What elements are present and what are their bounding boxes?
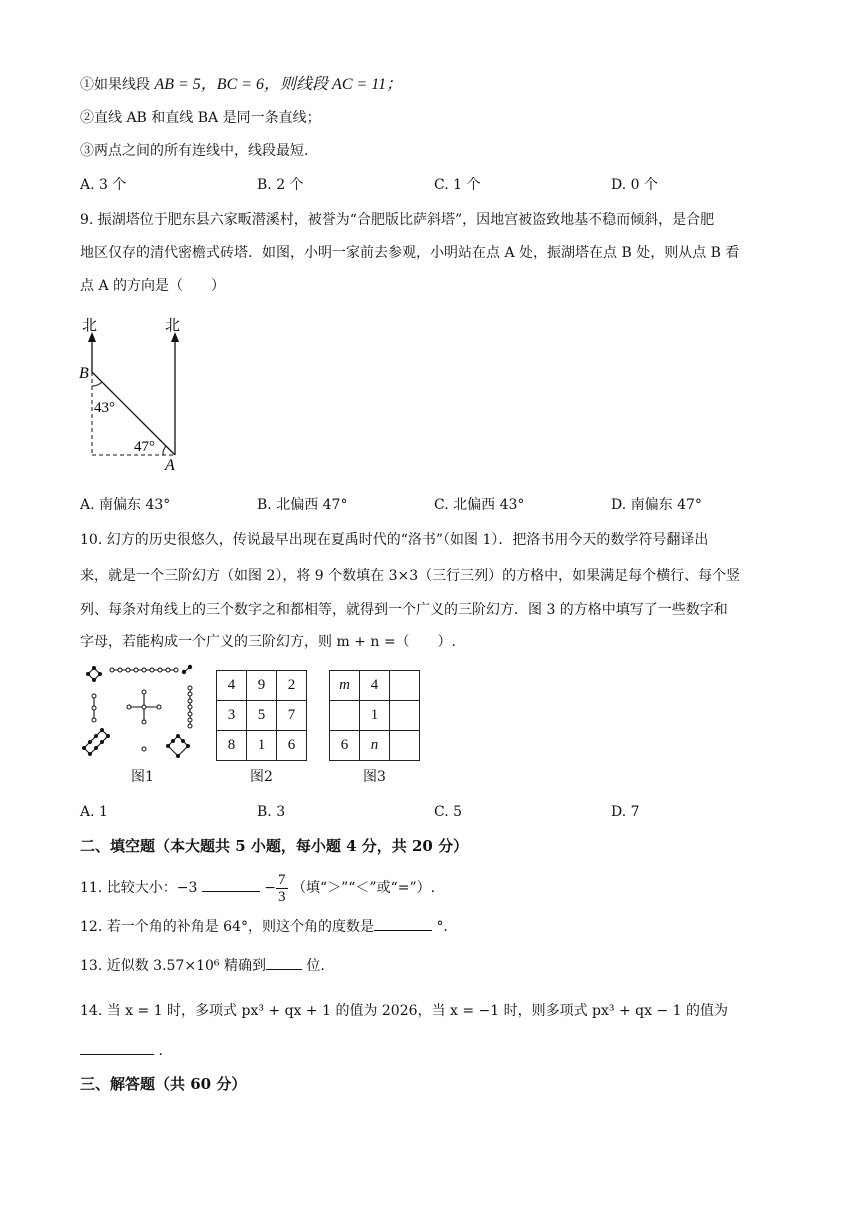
q14-text-b: .	[158, 1043, 163, 1059]
grid3-cell: n	[360, 731, 390, 761]
magic-square-2	[216, 670, 307, 761]
angle-arc-47	[163, 446, 166, 455]
q10-line-4: 字母，若能构成一个广义的三阶幻方，则 m + n =（ ）.	[80, 634, 457, 650]
statement-1-label: ①如果线段	[80, 77, 150, 93]
q9-line-3: 点 A 的方向是（ ）	[80, 278, 226, 294]
caption-fig-1: 图1	[131, 769, 154, 785]
q9-option-d: D. 南偏东 47°	[611, 497, 702, 513]
q13-blank	[266, 955, 302, 970]
q13-text-a: 13. 近似数 3.57×10⁶ 精确到	[80, 958, 266, 974]
q10-option-c: C. 5	[434, 804, 463, 820]
q10-option-b: B. 3	[257, 804, 286, 820]
point-a-label: A	[165, 457, 175, 474]
magic-square-3	[329, 670, 420, 761]
caption-fig-2: 图2	[250, 769, 273, 785]
q9-option-a: A. 南偏东 43°	[80, 497, 171, 513]
q10-line-1: 10. 幻方的历史很悠久，传说最早出现在夏禹时代的“洛书”（如图 1）．把洛书用今天的数学符号翻译出	[80, 532, 709, 548]
angle-47-label: 47°	[134, 439, 155, 455]
grid2-cell: 4	[217, 671, 247, 701]
q10-line-3: 列、每条对角线上的三个数字之和都相等，就得到一个广义的三阶幻方．图 3 的方格中填写了一些数字和	[80, 602, 728, 618]
angle-arc-43	[92, 382, 102, 386]
q10-line-2: 来，就是一个三阶幻方（如图 2），将 9 个数填在 3×3（三行三列）的方格中，如果满足每个横行、每个竖	[80, 568, 741, 584]
statement-2: ②直线 AB 和直线 BA 是同一条直线；	[80, 110, 321, 126]
grid3-cell: 1	[360, 701, 390, 731]
section-3-title: 三、解答题（共 60 分）	[80, 1075, 247, 1093]
q14-line-1: 14. 当 x = 1 时，多项式 px³ + qx + 1 的值为 2026，当 x = −1 时，则多项式 px³ + qx − 1 的值为	[80, 1003, 728, 1019]
q9-line-2: 地区仅存的清代密檐式砖塔．如图，小明一家前去参观，小明站在点 A 处，振湖塔在点 B 处，则从点 B 看	[80, 245, 740, 261]
grid2-cell: 1	[247, 731, 277, 761]
statement-1	[80, 75, 402, 95]
north-label-1: 北	[82, 318, 98, 334]
q11-frac-minus: −	[264, 880, 276, 896]
caption-fig-3: 图3	[363, 769, 386, 785]
q9-option-b: B. 北偏西 47°	[257, 497, 348, 513]
grid3-cell	[390, 671, 420, 701]
grid2-cell: 7	[277, 701, 307, 731]
grid3-cell	[390, 731, 420, 761]
q8-option-b: B. 2 个	[257, 177, 304, 193]
q11	[80, 868, 435, 908]
grid3-cell: m	[330, 671, 360, 701]
q11-text-a: 11. 比较大小：−3	[80, 880, 198, 896]
q9-line-1: 9. 振湖塔位于肥东县六家畈潜溪村，被誉为“合肥版比萨斜塔”，因地宫被盗致地基不稳而倾斜，是合肥	[80, 212, 715, 228]
q10-option-d: D. 7	[611, 804, 640, 820]
q12-text-b: °．	[436, 919, 458, 935]
q14-line-2	[80, 1040, 163, 1061]
q8-option-c: C. 1 个	[434, 177, 481, 193]
q11-blank	[202, 877, 260, 892]
q12	[80, 916, 457, 937]
q10-option-a: A. 1	[80, 804, 108, 820]
q12-blank	[374, 916, 432, 931]
grid3-cell: 4	[360, 671, 390, 701]
grid3-cell: 6	[330, 731, 360, 761]
q8-option-d: D. 0 个	[611, 177, 658, 193]
grid2-cell: 5	[247, 701, 277, 731]
direction-figure	[72, 312, 202, 477]
angle-43-label: 43°	[94, 400, 115, 416]
grid2-cell: 9	[247, 671, 277, 701]
q13-text-b: 位.	[306, 958, 325, 974]
point-b-label: B	[79, 365, 89, 382]
q11-numerator: 7	[278, 871, 286, 888]
grid3-cell	[390, 701, 420, 731]
grid3-cell	[330, 701, 360, 731]
q13	[80, 955, 325, 976]
section-2-title: 二、填空题（本大题共 5 小题，每小题 4 分，共 20 分）	[80, 837, 469, 855]
q11-text-b: （填“＞”“＜”或“=”）.	[291, 880, 436, 896]
luoshu-figure	[78, 664, 198, 764]
q9-option-c: C. 北偏西 43°	[434, 497, 525, 513]
q11-denominator: 3	[278, 888, 286, 905]
q14-blank	[80, 1040, 154, 1055]
grid2-cell: 2	[277, 671, 307, 701]
q8-option-a: A. 3 个	[80, 177, 127, 193]
grid2-cell: 8	[217, 731, 247, 761]
north-label-2: 北	[165, 318, 181, 334]
q11-fraction	[276, 872, 288, 905]
grid2-cell: 3	[217, 701, 247, 731]
q12-text-a: 12. 若一个角的补角是 64°，则这个角的度数是	[80, 919, 374, 935]
grid2-cell: 6	[277, 731, 307, 761]
statement-1-math: AB = 5，BC = 6，则线段 AC = 11；	[154, 76, 403, 93]
statement-3: ③两点之间的所有连线中，线段最短.	[80, 143, 309, 159]
